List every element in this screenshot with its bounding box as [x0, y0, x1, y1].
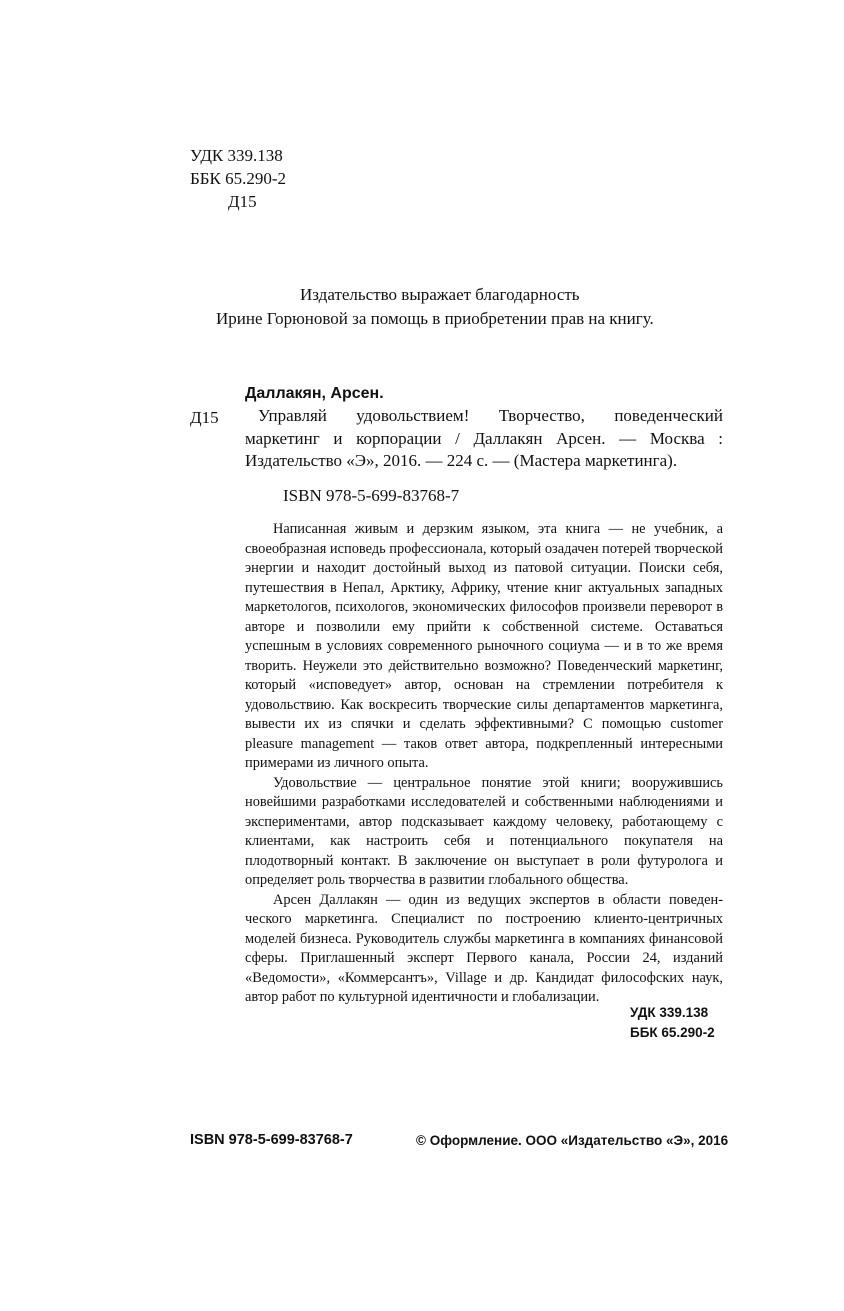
- udk-code: УДК 339.138: [190, 146, 283, 165]
- bottom-udk-code: УДК 339.138: [630, 1005, 709, 1020]
- acknowledgement: [190, 283, 844, 331]
- catalog-isbn: ISBN 978-5-699-83768-7: [283, 485, 460, 505]
- annotation: [245, 520, 723, 1008]
- author-mark: Д15: [228, 192, 257, 211]
- catalog-card: [245, 383, 723, 507]
- annotation-paragraph: Написанная живым и дерзким языком, эта книга — не учебник, а своеобразная исповедь профессионала, который озадачен потерей творческой энергии и находит достойный выход из патовой ситуации. Поиски себя, путешествия в Непал, Арктику, Африку, чтение книг актуальных западных маркетологов, психологов, экономических философов произвели переворот в авторе и позволили ему прийти к собственной системе. Оставаться успешным в условиях современного рыночного социума — и в то же время творить. Неужели это действительно возможно? Поведенческий маркетинг, который «исповедует» автор, основан на стремлении потребителя к удовольствию. Как воскресить творческие силы департаментов маркетинга, вывести их из спячки и сделать эффективными? С помощью customer pleasure management — таков ответ автора, подкрепленный интересными примерами из личного опыта.: [245, 521, 723, 771]
- bottom-bbk-code: ББК 65.290-2: [630, 1025, 715, 1040]
- annotation-paragraph: Удовольствие — центральное понятие этой книги; вооружившись новейшими разработками исследователей и собственными наблюдениями и экспериментами, автор подсказывает каждому человеку, работающему с клиентами, как настроить себя и потенциального покупателя на плодотворный контакт. В заключение он выступает в роли футуролога и определяет роль творчества в развитии глобального общества.: [245, 774, 723, 888]
- bottom-classification: [630, 1003, 715, 1043]
- catalog-side-code: Д15: [190, 408, 219, 427]
- footer-isbn: ISBN 978-5-699-83768-7: [190, 1132, 353, 1148]
- classification-block: [190, 144, 286, 213]
- footer-copyright: © Оформление. ООО «Издательство «Э», 2016: [416, 1133, 729, 1148]
- catalog-bibliographic-description: Управляй удовольствием! Творчество, поведенческий маркетинг и корпорации / Даллакян Арсен. — Москва : Издательство «Э», 2016. — 224 с. — (Мастера маркетинга).: [245, 406, 723, 470]
- annotation-paragraph: Арсен Даллакян — один из ведущих экспертов в области поведенческого маркетинга. Специалист по построению клиенто-центричных моделей бизнеса. Руководитель службы маркетинга в компаниях финансовой сферы. Приглашенный эксперт Первого канала, России 24, изданий «Ведомости», «Коммерсантъ», Village и др. Кандидат философских наук, автор работ по культурной идентичности и глобализации.: [245, 891, 723, 1005]
- acknowledgement-line-2: Ирине Горюновой за помощь в приобретении прав на книгу.: [216, 309, 654, 328]
- acknowledgement-line-1: Издательство выражает благодарность: [300, 285, 580, 304]
- catalog-author: Даллакян, Арсен.: [245, 385, 384, 402]
- bbk-code: ББК 65.290-2: [190, 169, 287, 188]
